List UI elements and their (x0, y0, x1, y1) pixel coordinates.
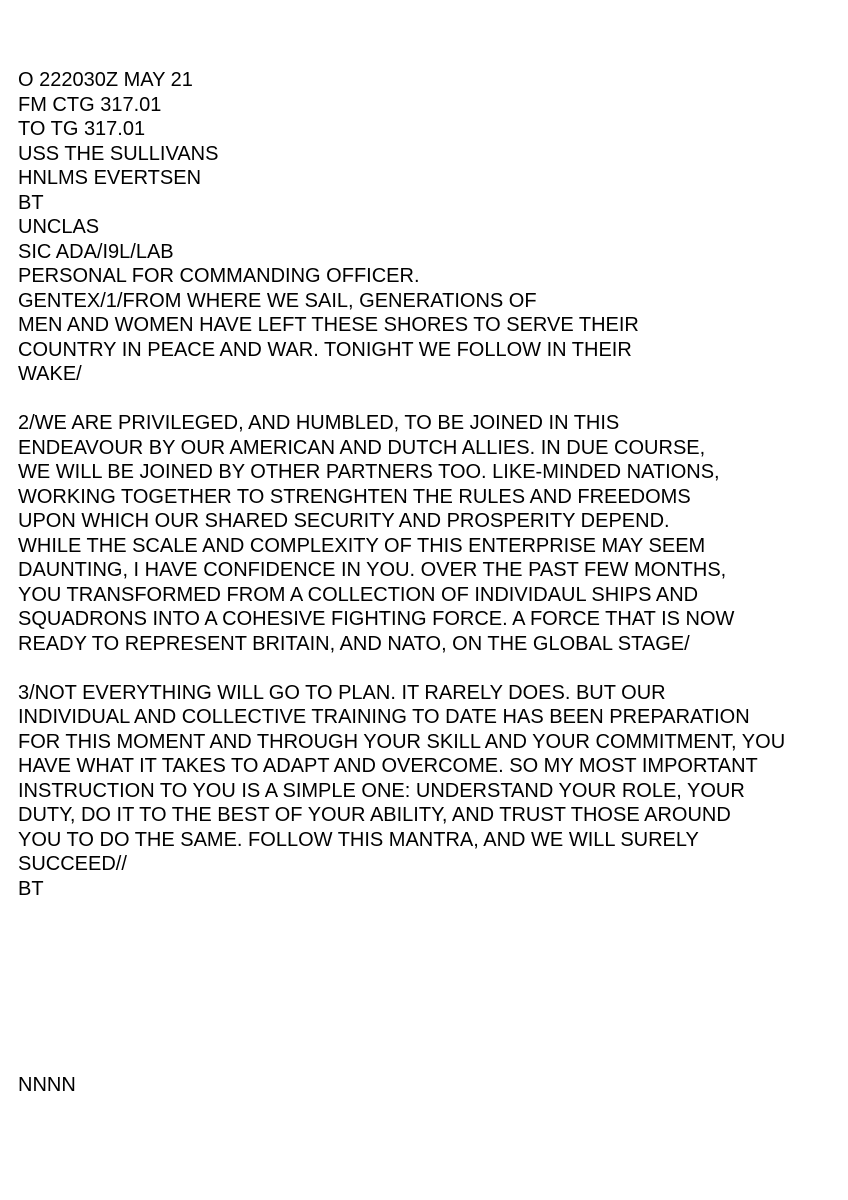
personal-for-line: PERSONAL FOR COMMANDING OFFICER. (18, 265, 420, 287)
text-line: DAUNTING, I HAVE CONFIDENCE IN YOU. OVER THE PAST FEW MONTHS, (18, 559, 727, 581)
text-line: 2/WE ARE PRIVILEGED, AND HUMBLED, TO BE JOINED IN THIS (18, 412, 620, 434)
break-start: BT (18, 191, 44, 214)
paragraph-3 (18, 681, 838, 902)
date-time-group: O 222030Z MAY 21 (18, 69, 193, 91)
paragraph-spacer (18, 656, 838, 681)
text-line: UPON WHICH OUR SHARED SECURITY AND PROSPERITY DEPEND. (18, 510, 670, 532)
from-line: FM CTG 317.01 (18, 93, 162, 116)
paragraph-spacer (18, 387, 838, 412)
message-document (18, 68, 838, 901)
message-header (18, 68, 838, 289)
text-line: MEN AND WOMEN HAVE LEFT THESE SHORES TO SERVE THEIR (18, 314, 639, 336)
paragraph-2 (18, 411, 838, 656)
text-line: COUNTRY IN PEACE AND WAR. TONIGHT WE FOLLOW IN THEIR (18, 338, 632, 361)
paragraph-1 (18, 289, 838, 387)
text-line: ENDEAVOUR BY OUR AMERICAN AND DUTCH ALLIES. IN DUE COURSE, (18, 436, 706, 459)
text-line: 3/NOT EVERYTHING WILL GO TO PLAN. IT RARELY DOES. BUT OUR (18, 681, 666, 704)
text-line: FOR THIS MOMENT AND THROUGH YOUR SKILL AND YOUR COMMITMENT, YOU (18, 730, 786, 753)
sic-line: SIC ADA/I9L/LAB (18, 240, 174, 263)
to-line: TO TG 317.01 (18, 118, 146, 140)
text-line: WORKING TOGETHER TO STRENGHTEN THE RULES AND FREEDOMS (18, 485, 691, 508)
addressee-line: USS THE SULLIVANS (18, 142, 219, 165)
text-line: DUTY, DO IT TO THE BEST OF YOUR ABILITY, AND TRUST THOSE AROUND (18, 804, 731, 826)
text-line: WE WILL BE JOINED BY OTHER PARTNERS TOO. LIKE-MINDED NATIONS, (18, 461, 720, 483)
text-line: HAVE WHAT IT TAKES TO ADAPT AND OVERCOME. SO MY MOST IMPORTANT (18, 755, 758, 777)
text-line: INSTRUCTION TO YOU IS A SIMPLE ONE: UNDERSTAND YOUR ROLE, YOUR (18, 779, 745, 802)
break-end: BT (18, 877, 44, 900)
text-line: WHILE THE SCALE AND COMPLEXITY OF THIS ENTERPRISE MAY SEEM (18, 534, 706, 557)
text-line: SQUADRONS INTO A COHESIVE FIGHTING FORCE. A FORCE THAT IS NOW (18, 608, 735, 630)
text-line: YOU TRANSFORMED FROM A COLLECTION OF INDIVIDAUL SHIPS AND (18, 583, 699, 606)
text-line: YOU TO DO THE SAME. FOLLOW THIS MANTRA, AND WE WILL SURELY (18, 828, 699, 851)
addressee-line: HNLMS EVERTSEN (18, 167, 202, 189)
text-line: SUCCEED// (18, 853, 127, 875)
text-line: INDIVIDUAL AND COLLECTIVE TRAINING TO DATE HAS BEEN PREPARATION (18, 706, 750, 728)
end-of-message: NNNN (18, 1074, 76, 1096)
text-line: READY TO REPRESENT BRITAIN, AND NATO, ON THE GLOBAL STAGE/ (18, 632, 690, 655)
classification: UNCLAS (18, 216, 100, 238)
text-line: WAKE/ (18, 363, 82, 385)
text-line: GENTEX/1/FROM WHERE WE SAIL, GENERATIONS OF (18, 289, 537, 312)
